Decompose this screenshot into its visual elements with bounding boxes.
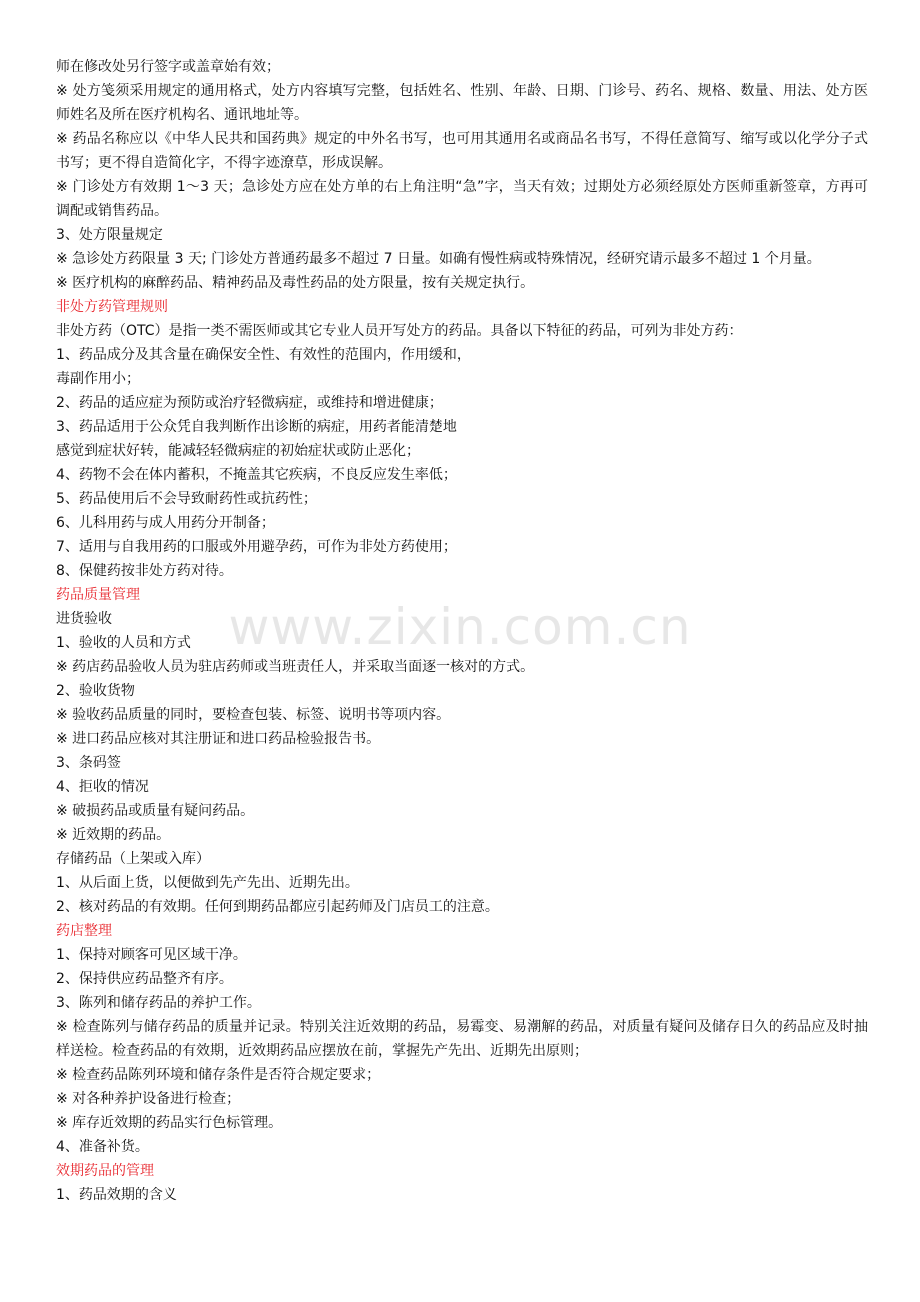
section-heading: 药店整理 [56,923,112,939]
text-line: 2、验收货物 [56,683,135,699]
text-line: 3、条码签 [56,755,121,771]
text-line: ※ 对各种养护设备进行检查； [56,1091,241,1107]
text-line: 4、拒收的情况 [56,779,149,795]
text-line: ※ 药品名称应以《中华人民共和国药典》规定的中外名书写，也可用其通用名或商品名书写，不得任意简写、缩写或以化学分子式书写；更不得自造简化字，不得字迹潦草，形成误解。 [56,131,868,171]
text-line: 感觉到症状好转，能减轻轻微病症的初始症状或防止恶化； [56,443,420,459]
text-line: 1、验收的人员和方式 [56,635,191,651]
text-line: 7、适用与自我用药的口服或外用避孕药，可作为非处方药使用； [56,539,457,555]
watermark: www.zixin.com.cn [228,598,692,656]
text-line: 1、药品效期的含义 [56,1187,177,1203]
text-line: 师在修改处另行签字或盖章始有效； [56,59,280,75]
text-line: ※ 处方笺须采用规定的通用格式，处方内容填写完整，包括姓名、性别、年龄、日期、门诊号、药名、规格、数量、用法、处方医师姓名及所在医疗机构名、通讯地址等。 [56,83,868,123]
text-line: 4、药物不会在体内蓄积，不掩盖其它疾病，不良反应发生率低； [56,467,457,483]
text-line: ※ 医疗机构的麻醉药品、精神药品及毒性药品的处方限量，按有关规定执行。 [56,275,535,291]
text-line: 1、保持对顾客可见区域干净。 [56,947,247,963]
text-line: ※ 破损药品或质量有疑问药品。 [56,803,255,819]
text-line: ※ 检查药品陈列环境和储存条件是否符合规定要求； [56,1067,381,1083]
document-body [56,55,868,1207]
text-line: 3、处方限量规定 [56,227,163,243]
text-line: 存储药品（上架或入库） [56,851,210,867]
text-line: ※ 进口药品应核对其注册证和进口药品检验报告书。 [56,731,381,747]
text-line: 3、陈列和储存药品的养护工作。 [56,995,261,1011]
text-line: 1、从后面上货，以便做到先产先出、近期先出。 [56,875,359,891]
text-line: ※ 库存近效期的药品实行色标管理。 [56,1115,283,1131]
text-line: 2、保持供应药品整齐有序。 [56,971,233,987]
text-line: 4、准备补货。 [56,1139,149,1155]
text-line: ※ 验收药品质量的同时，要检查包装、标签、说明书等项内容。 [56,707,451,723]
text-line: 进货验收 [56,611,112,627]
section-heading: 药品质量管理 [56,587,140,603]
text-line: 5、药品使用后不会导致耐药性或抗药性； [56,491,317,507]
text-line: 毒副作用小； [56,371,140,387]
text-line: 8、保健药按非处方药对待。 [56,563,233,579]
text-line: ※ 近效期的药品。 [56,827,171,843]
text-line: 3、药品适用于公众凭自我判断作出诊断的病症，用药者能清楚地 [56,419,457,435]
text-line: ※ 门诊处方有效期 1～3 天；急诊处方应在处方单的右上角注明“急”字，当天有效；过期处方必须经原处方医师重新签章，方再可调配或销售药品。 [56,179,868,219]
text-line: 6、儿科用药与成人用药分开制备； [56,515,275,531]
text-line: 2、药品的适应症为预防或治疗轻微病症，或维持和增进健康； [56,395,443,411]
text-line: ※ 药店药品验收人员为驻店药师或当班责任人，并采取当面逐一核对的方式。 [56,659,535,675]
section-heading: 效期药品的管理 [56,1163,154,1179]
text-line: ※ 急诊处方药限量 3 天; 门诊处方普通药最多不超过 7 日量。如确有慢性病或特殊情况，经研究请示最多不超过 1 个月量。 [56,251,821,267]
text-line: 非处方药（OTC）是指一类不需医师或其它专业人员开写处方的药品。具备以下特征的药品，可列为非处方药： [56,323,743,339]
text-line: 1、药品成分及其含量在确保安全性、有效性的范围内，作用缓和， [56,347,471,363]
text-line: 2、核对药品的有效期。任何到期药品都应引起药师及门店员工的注意。 [56,899,499,915]
text-line: ※ 检查陈列与储存药品的质量并记录。特别关注近效期的药品，易霉变、易潮解的药品，对质量有疑问及储存日久的药品应及时抽样送检。检查药品的有效期，近效期药品应摆放在前，掌握先产先出、近期先出原则； [56,1019,868,1059]
section-heading: 非处方药管理规则 [56,299,168,315]
